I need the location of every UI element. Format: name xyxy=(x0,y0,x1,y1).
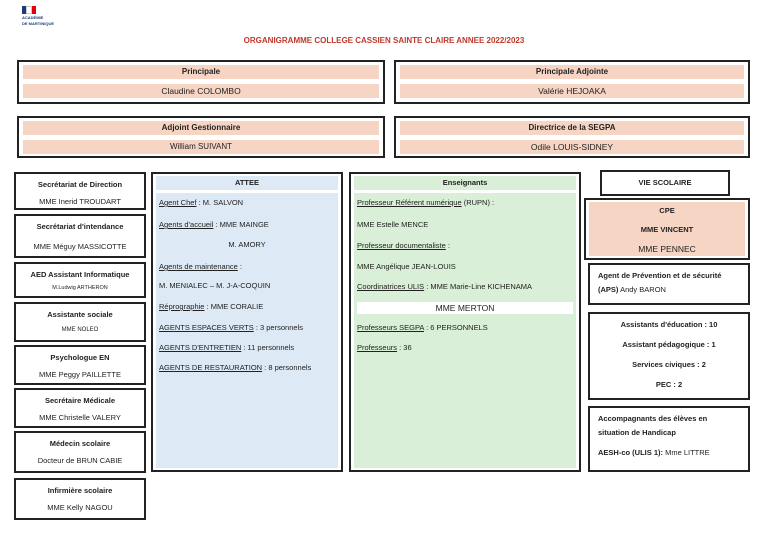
attee-row-2: M. AMORY xyxy=(228,240,266,249)
left-name-5: MME Christelle VALERY xyxy=(39,413,121,422)
attee-panel xyxy=(151,172,343,472)
left-box-4 xyxy=(14,345,146,385)
attee-row-7: AGENTS D'ENTRETIEN : 11 personnels xyxy=(159,343,295,352)
left-name-3: MME NOLEO xyxy=(61,327,99,333)
segpa-box xyxy=(394,116,750,158)
left-name-2: M.Ludwig ARTHERON xyxy=(52,285,108,291)
left-box-5 xyxy=(14,388,146,428)
cpe-box xyxy=(584,198,750,260)
enseignants-row-7: Professeurs : 36 xyxy=(357,343,412,352)
segpa-role: Directrice de la SEGPA xyxy=(400,121,744,135)
logo-line-2: DE MARTINIQUE xyxy=(22,21,54,26)
left-box-0 xyxy=(14,172,146,210)
principale-role: Principale xyxy=(23,65,379,79)
education-line-3: PEC : 2 xyxy=(655,380,683,389)
handicap-box xyxy=(588,406,750,472)
segpa-name: Odile LOUIS-SIDNEY xyxy=(400,140,744,154)
left-role-4: Psychologue EN xyxy=(50,353,110,362)
adjointe-role: Principale Adjointe xyxy=(400,65,744,79)
attee-row-1: Agents d'accueil : MME MAINGE xyxy=(159,220,269,229)
handicap-line1: Accompagnants des élèves en xyxy=(598,414,708,423)
left-role-1: Secrétariat d'intendance xyxy=(36,222,124,231)
logo-line-1: ACADÉMIE xyxy=(22,15,44,20)
left-name-6: Docteur de BRUN CABIE xyxy=(37,456,123,465)
enseignants-row-1: MME Estelle MENCE xyxy=(357,220,429,229)
prevention-line2: (APS) Andy BARON xyxy=(598,285,666,294)
left-name-4: MME Peggy PAILLETTE xyxy=(39,370,121,379)
enseignants-row-2: Professeur documentaliste : xyxy=(357,241,450,250)
principale-box xyxy=(17,60,385,104)
adjointe-box xyxy=(394,60,750,104)
prevention-line1: Agent de Prévention et de sécurité xyxy=(598,271,722,280)
left-box-3 xyxy=(14,302,146,342)
enseignants-row-4: Coordinatrices ULIS : MME Marie-Line KICHENAMA xyxy=(357,282,533,291)
handicap-line3: AESH-co (ULIS 1): Mme LITTRE xyxy=(598,448,710,457)
prevention-box xyxy=(588,263,750,305)
left-role-6: Médecin scolaire xyxy=(49,439,111,448)
flag-icon xyxy=(22,6,36,14)
gestionnaire-role: Adjoint Gestionnaire xyxy=(23,121,379,135)
enseignants-row-0: Professeur Référent numérique (RUPN) : xyxy=(357,198,495,207)
left-role-2: AED Assistant Informatique xyxy=(30,270,130,279)
left-role-5: Secrétaire Médicale xyxy=(44,396,116,405)
enseignants-row-6: Professeurs SEGPA : 6 PERSONNELS xyxy=(357,323,488,332)
vie-scolaire-title: VIE SCOLAIRE xyxy=(638,178,692,187)
attee-title: ATTEE xyxy=(156,176,338,190)
left-name-1: MME Méguy MASSICOTTE xyxy=(33,242,127,251)
page-title: ORGANIGRAMME COLLEGE CASSIEN SAINTE CLAIRE ANNEE 2022/2023 xyxy=(243,36,525,45)
enseignants-title: Enseignants xyxy=(354,176,576,190)
adjointe-name: Valérie HEJOAKA xyxy=(400,84,744,98)
enseignants-panel xyxy=(349,172,581,472)
cpe-title: CPE xyxy=(659,206,675,215)
left-box-1 xyxy=(14,214,146,258)
left-box-6 xyxy=(14,431,146,473)
enseignants-row-3: MME Angélique JEAN-LOUIS xyxy=(357,262,456,271)
education-line-1: Assistant pédagogique : 1 xyxy=(622,340,716,349)
cpe-name-1: MME PENNEC xyxy=(638,244,696,254)
attee-row-4: M. MENIALEC – M. J-A-COQUIN xyxy=(159,281,271,290)
education-line-0: Assistants d'éducation : 10 xyxy=(620,320,718,329)
academie-logo xyxy=(22,6,70,40)
gestionnaire-name: William SUIVANT xyxy=(23,140,379,154)
attee-row-6: AGENTS ESPACES VERTS : 3 personnels xyxy=(159,323,303,332)
left-box-2 xyxy=(14,262,146,298)
handicap-line2: situation de Handicap xyxy=(598,428,676,437)
enseignants-row-5: MME MERTON xyxy=(357,302,573,314)
left-name-7: MME Kelly NAGOU xyxy=(47,503,113,512)
principale-name: Claudine COLOMBO xyxy=(23,84,379,98)
left-role-3: Assistante sociale xyxy=(47,310,113,319)
gestionnaire-box xyxy=(17,116,385,158)
attee-row-0: Agent Chef : M. SALVON xyxy=(159,198,244,207)
cpe-name-0: MME VINCENT xyxy=(640,225,694,234)
vie-scolaire-box xyxy=(600,170,730,196)
attee-row-5: Réprographie : MME CORALIE xyxy=(159,302,264,311)
left-name-0: MME Inerid TROUDART xyxy=(39,197,121,206)
left-role-0: Secrétariat de Direction xyxy=(37,180,123,189)
left-box-7 xyxy=(14,478,146,520)
attee-row-3: Agents de maintenance : xyxy=(159,262,242,271)
left-role-7: Infirmière scolaire xyxy=(47,486,113,495)
education-line-2: Services civiques : 2 xyxy=(632,360,706,369)
attee-row-8: AGENTS DE RESTAURATION : 8 personnels xyxy=(159,363,312,372)
education-box xyxy=(588,312,750,400)
